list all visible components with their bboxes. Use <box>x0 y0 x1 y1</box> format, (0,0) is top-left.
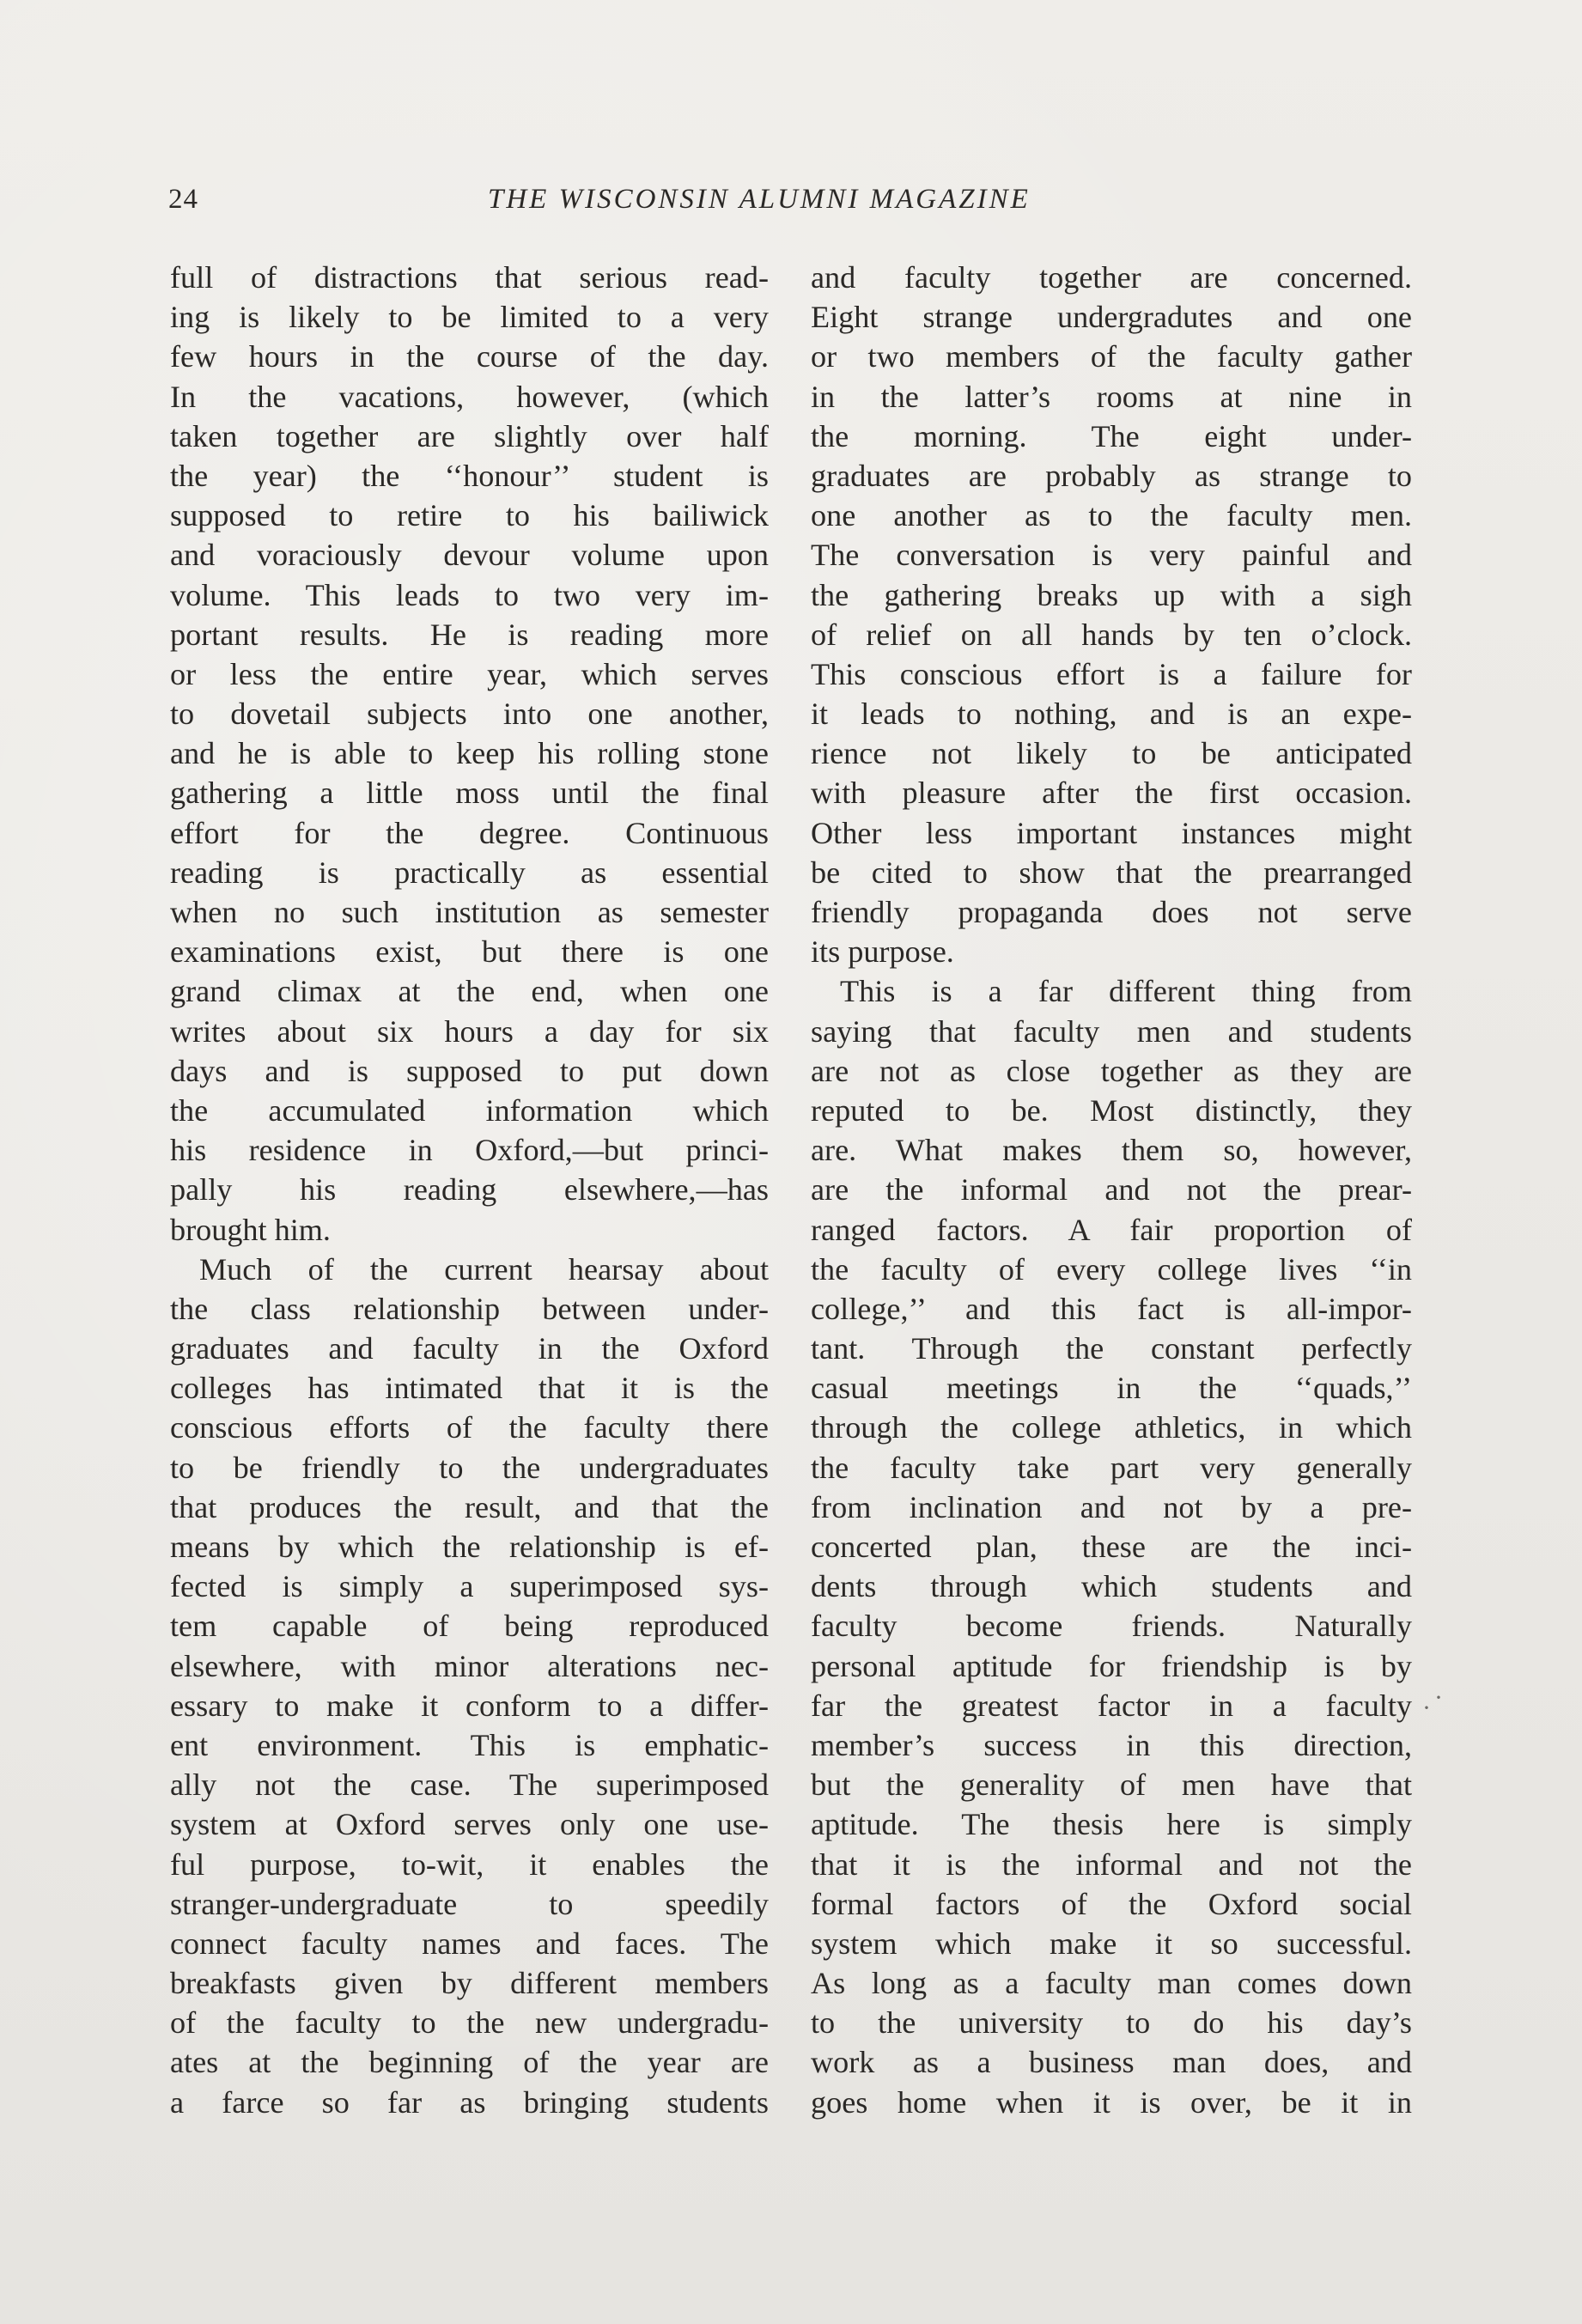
text-line: essary to make it conform to a differ- <box>170 1688 769 1723</box>
text-line: that it is the informal and not the <box>811 1846 1412 1882</box>
text-line: examinations exist, but there is one <box>170 934 769 970</box>
text-line: are the informal and not the prear- <box>811 1172 1412 1208</box>
text-line: one another as to the faculty men. <box>811 498 1412 533</box>
text-line: in the latter’s rooms at nine in <box>811 379 1412 414</box>
text-line: concerted plan, these are the inci- <box>811 1530 1412 1564</box>
text-line: tem capable of being reproduced <box>170 1609 769 1644</box>
text-line: or less the entire year, which serves <box>170 656 769 691</box>
text-line: it leads to nothing, and is an expe- <box>811 697 1412 732</box>
text-line: from inclination and not by a pre- <box>811 1489 1412 1524</box>
text-line: that produces the result, and that the <box>170 1489 769 1524</box>
right-text-column <box>811 258 1412 2122</box>
text-line: to the university to do his day’s <box>811 2005 1412 2041</box>
text-line: Eight strange undergradutes and one <box>811 300 1412 335</box>
text-line: As long as a faculty man comes down <box>811 1966 1412 2001</box>
text-line: graduates and faculty in the Oxford <box>170 1331 769 1366</box>
text-line: the year) the ‘‘honour’’ student is <box>170 458 769 493</box>
stray-ink-mark: · <box>1422 1694 1431 1722</box>
text-line: saying that faculty men and students <box>811 1013 1412 1049</box>
text-line: grand climax at the end, when one <box>170 974 769 1009</box>
text-line: tant. Through the constant perfectly <box>811 1331 1412 1366</box>
text-line: aptitude. The thesis here is simply <box>811 1807 1412 1842</box>
text-line: portant results. He is reading more <box>170 617 769 652</box>
text-line: to be friendly to the undergraduates <box>170 1450 769 1485</box>
text-line: fected is simply a superimposed sys- <box>170 1569 769 1604</box>
text-line: a farce so far as bringing students <box>170 2084 769 2120</box>
text-line: friendly propaganda does not serve <box>811 895 1412 929</box>
text-line: connect faculty names and faces. The <box>170 1926 769 1961</box>
text-line: effort for the degree. Continuous <box>170 815 769 850</box>
text-line: far the greatest factor in a faculty <box>811 1688 1412 1723</box>
text-line: are. What makes them so, however, <box>811 1133 1412 1168</box>
text-line: goes home when it is over, be it in <box>811 2084 1412 2120</box>
text-line: the faculty of every college lives ‘‘in <box>811 1251 1412 1287</box>
text-line: and faculty together are concerned. <box>811 260 1412 295</box>
text-line: or two members of the faculty gather <box>811 339 1412 374</box>
text-line: ally not the case. The superimposed <box>170 1767 769 1803</box>
text-line: This conscious effort is a failure for <box>811 656 1412 691</box>
left-text-column <box>170 258 769 2122</box>
text-line: ful purpose, to-wit, it enables the <box>170 1846 769 1882</box>
text-line: his residence in Oxford,—but princi- <box>170 1133 769 1168</box>
text-line: Other less important instances might <box>811 815 1412 850</box>
text-line: In the vacations, however, (which <box>170 379 769 414</box>
text-line: to dovetail subjects into one another, <box>170 697 769 732</box>
text-line: means by which the relationship is ef- <box>170 1530 769 1564</box>
paragraph-start-line: This is a far different thing from <box>840 974 1412 1009</box>
text-line: reputed to be. Most distinctly, they <box>811 1092 1412 1128</box>
text-line: pally his reading elsewhere,—has <box>170 1172 769 1208</box>
text-line: the class relationship between under- <box>170 1291 769 1326</box>
text-line: The conversation is very painful and <box>811 538 1412 573</box>
text-line: dents through which students and <box>811 1569 1412 1604</box>
text-line: the morning. The eight under- <box>811 418 1412 453</box>
text-line: ranged factors. A fair proportion of <box>811 1212 1412 1247</box>
text-line: gathering a little moss until the final <box>170 776 769 811</box>
text-line: but the generality of men have that <box>811 1767 1412 1803</box>
text-line: writes about six hours a day for six <box>170 1013 769 1049</box>
text-line: the gathering breaks up with a sigh <box>811 577 1412 612</box>
running-title: THE WISCONSIN ALUMNI MAGAZINE <box>488 184 1031 215</box>
text-line: casual meetings in the ‘‘quads,’’ <box>811 1371 1412 1406</box>
text-line: personal aptitude for friendship is by <box>811 1648 1412 1683</box>
paragraph-end-line: brought him. <box>170 1212 331 1247</box>
text-line: formal factors of the Oxford social <box>811 1886 1412 1921</box>
text-line: and he is able to keep his rolling stone <box>170 736 769 771</box>
text-line: conscious efforts of the faculty there <box>170 1410 769 1445</box>
text-line: through the college athletics, in which <box>811 1410 1412 1445</box>
paragraph-end-line: its purpose. <box>811 934 954 970</box>
text-line: member’s success in this direction, <box>811 1727 1412 1762</box>
page-number: 24 <box>168 184 198 215</box>
paragraph-start-line: Much of the current hearsay about <box>199 1251 769 1287</box>
text-line: system at Oxford serves only one use- <box>170 1807 769 1842</box>
text-line: ing is likely to be limited to a very <box>170 300 769 335</box>
text-line: of relief on all hands by ten o’clock. <box>811 617 1412 652</box>
text-line: rience not likely to be anticipated <box>811 736 1412 771</box>
text-line: ent environment. This is emphatic- <box>170 1727 769 1762</box>
text-line: the faculty take part very generally <box>811 1450 1412 1485</box>
text-line: elsewhere, with minor alterations nec- <box>170 1648 769 1683</box>
text-line: taken together are slightly over half <box>170 418 769 453</box>
text-line: colleges has intimated that it is the <box>170 1371 769 1406</box>
text-line: full of distractions that serious read- <box>170 260 769 295</box>
stray-ink-mark: · <box>1434 1683 1443 1712</box>
text-line: graduates are probably as strange to <box>811 458 1412 493</box>
text-line: few hours in the course of the day. <box>170 339 769 374</box>
text-line: ates at the beginning of the year are <box>170 2045 769 2080</box>
text-line: of the faculty to the new undergradu- <box>170 2005 769 2041</box>
text-line: supposed to retire to his bailiwick <box>170 498 769 533</box>
text-line: breakfasts given by different members <box>170 1966 769 2001</box>
text-line: faculty become friends. Naturally <box>811 1609 1412 1644</box>
text-line: and voraciously devour volume upon <box>170 538 769 573</box>
text-line: college,’’ and this fact is all-impor- <box>811 1291 1412 1326</box>
text-line: system which make it so successful. <box>811 1926 1412 1961</box>
text-line: work as a business man does, and <box>811 2045 1412 2080</box>
text-line: volume. This leads to two very im- <box>170 577 769 612</box>
text-line: the accumulated information which <box>170 1092 769 1128</box>
text-line: are not as close together as they are <box>811 1053 1412 1088</box>
text-line: days and is supposed to put down <box>170 1053 769 1088</box>
page-header <box>168 184 1414 227</box>
text-line: stranger-undergraduate to speedily <box>170 1886 769 1921</box>
text-line: with pleasure after the first occasion. <box>811 776 1412 811</box>
text-line: when no such institution as semester <box>170 895 769 929</box>
text-line: reading is practically as essential <box>170 855 769 890</box>
text-line: be cited to show that the prearranged <box>811 855 1412 890</box>
